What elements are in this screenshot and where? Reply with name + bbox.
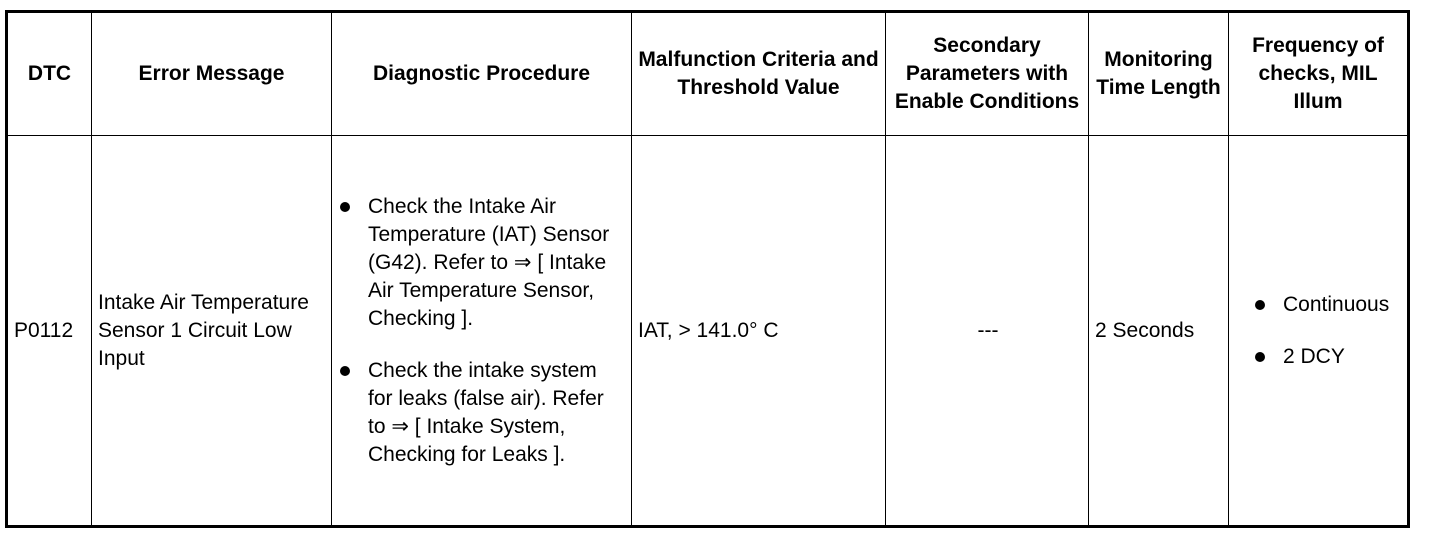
bullet-icon (1255, 352, 1265, 362)
list-item (338, 193, 627, 333)
error-message: Intake Air Temperature Sensor 1 Circuit Low Input (92, 136, 332, 527)
frequency-text: 2 DCY (1283, 344, 1345, 368)
diagnostic-procedure-cell (332, 136, 632, 527)
header-monitoring-time: Monitoring Time Length (1089, 12, 1229, 136)
list-item (338, 357, 627, 469)
bullet-icon (340, 202, 350, 212)
header-error-message: Error Message (92, 12, 332, 136)
header-frequency: Frequency of checks, MIL Illum (1229, 12, 1409, 136)
frequency-list (1235, 291, 1403, 371)
monitoring-time: 2 Seconds (1089, 136, 1229, 527)
header-malfunction-criteria: Malfunction Criteria and Threshold Value (632, 12, 886, 136)
frequency-cell (1229, 136, 1409, 527)
table-row (7, 136, 1409, 527)
dtc-code: P0112 (7, 136, 92, 527)
list-item (1253, 343, 1403, 371)
secondary-parameters: --- (886, 136, 1089, 527)
procedure-step-text: Check the intake system for leaks (false air). Refer to ⇒ [ Intake System, Checking for Leaks ]. (368, 358, 604, 466)
header-secondary-parameters: Secondary Parameters with Enable Conditions (886, 12, 1089, 136)
header-dtc: DTC (7, 12, 92, 136)
header-row (7, 12, 1409, 136)
malfunction-criteria: IAT, > 141.0° C (632, 136, 886, 527)
header-diagnostic-procedure: Diagnostic Procedure (332, 12, 632, 136)
bullet-icon (340, 366, 350, 376)
frequency-text: Continuous (1283, 292, 1390, 316)
list-item (1253, 291, 1403, 319)
dtc-table (5, 10, 1410, 528)
dtc-table-container (5, 10, 1407, 528)
bullet-icon (1255, 300, 1265, 310)
procedure-list (338, 193, 627, 469)
procedure-step-text: Check the Intake Air Temperature (IAT) Sensor (G42). Refer to ⇒ [ Intake Air Temperature Sensor, Checking ]. (368, 194, 610, 330)
